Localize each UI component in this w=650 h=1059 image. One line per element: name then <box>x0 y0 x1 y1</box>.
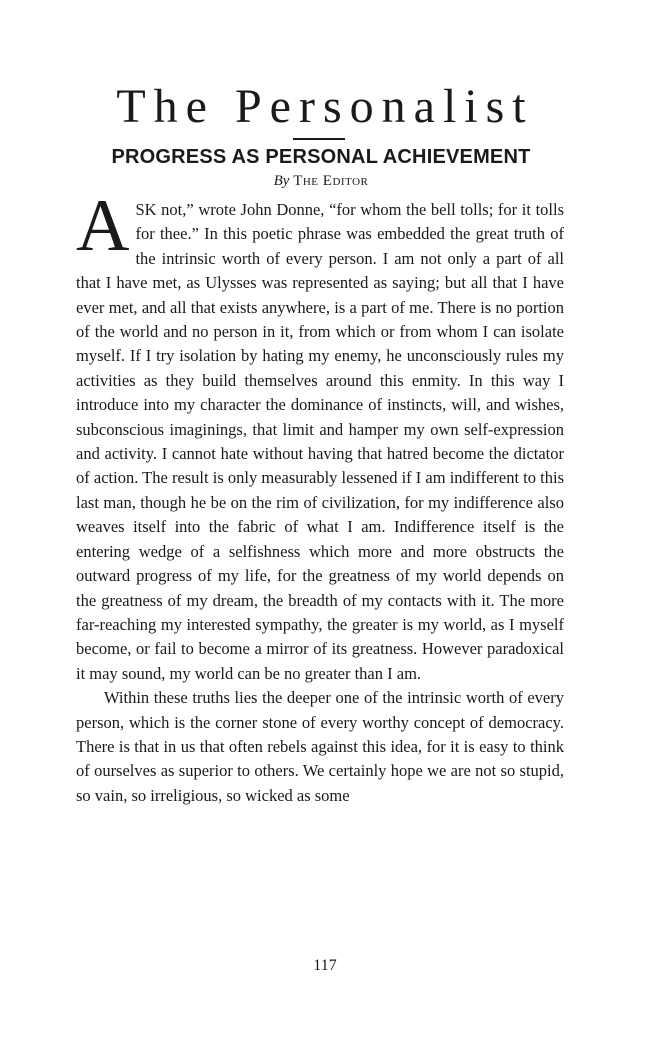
title-divider <box>293 138 345 140</box>
paragraph-1 <box>76 185 564 686</box>
drop-cap: A <box>76 185 130 267</box>
journal-title: The Personalist <box>116 80 534 133</box>
paragraph-1-text: SK not,” wrote John Donne, “for whom the bell tolls; for it tolls for thee.” In this poetic phrase was embedded the great truth of the intrinsic worth of every person. I am not only a part of all that I have met, as Ulysses was represented as saying; but all that I have ever met, and all that exists anywhere, is a part of me. There is no portion of the world and no person in it, from which or from whom I can isolate myself. If I try isolation by hating my enemy, he unconsciously rules my activities as they build themselves around this enmity. In this way I introduce into my character the dominance of instincts, will, and wishes, subconscious imaginings, that limit and hamper my own self-expression and activity. I cannot hate without having that hatred become the dictator of action. The result is only measurably lessened if I am indifferent to this last man, though he be on the rim of civilization, for my indifference also weaves itself into the fabric of what I am. Indifference itself is the entering wedge of a selfishness which more and more obstructs the outward progress of my life, for the greatness of my world depends on the greatness of my dream, the breadth of my contacts with it. The more far-reaching my interested sympathy, the greater is my world, as I myself become, or fail to become a mirror of its greatness. However paradoxical it may sound, my world can be no greater than I am. <box>76 200 564 683</box>
byline-prefix: By <box>273 173 290 189</box>
byline <box>76 171 566 191</box>
paragraph-2: Within these truths lies the deeper one of the intrinsic worth of every person, which is the corner stone of every worthy concept of democracy. There is that in us that often rebels against this idea, for it is easy to think of ourselves as superior to others. We certainly hope we are not so stupid, so vain, so irreligious, so wicked as some <box>76 688 564 805</box>
article-body <box>76 185 564 808</box>
byline-author: The Editor <box>293 173 369 189</box>
article-title: PROGRESS AS PERSONAL ACHIEVEMENT <box>111 146 531 168</box>
page-number: 117 <box>313 957 337 974</box>
